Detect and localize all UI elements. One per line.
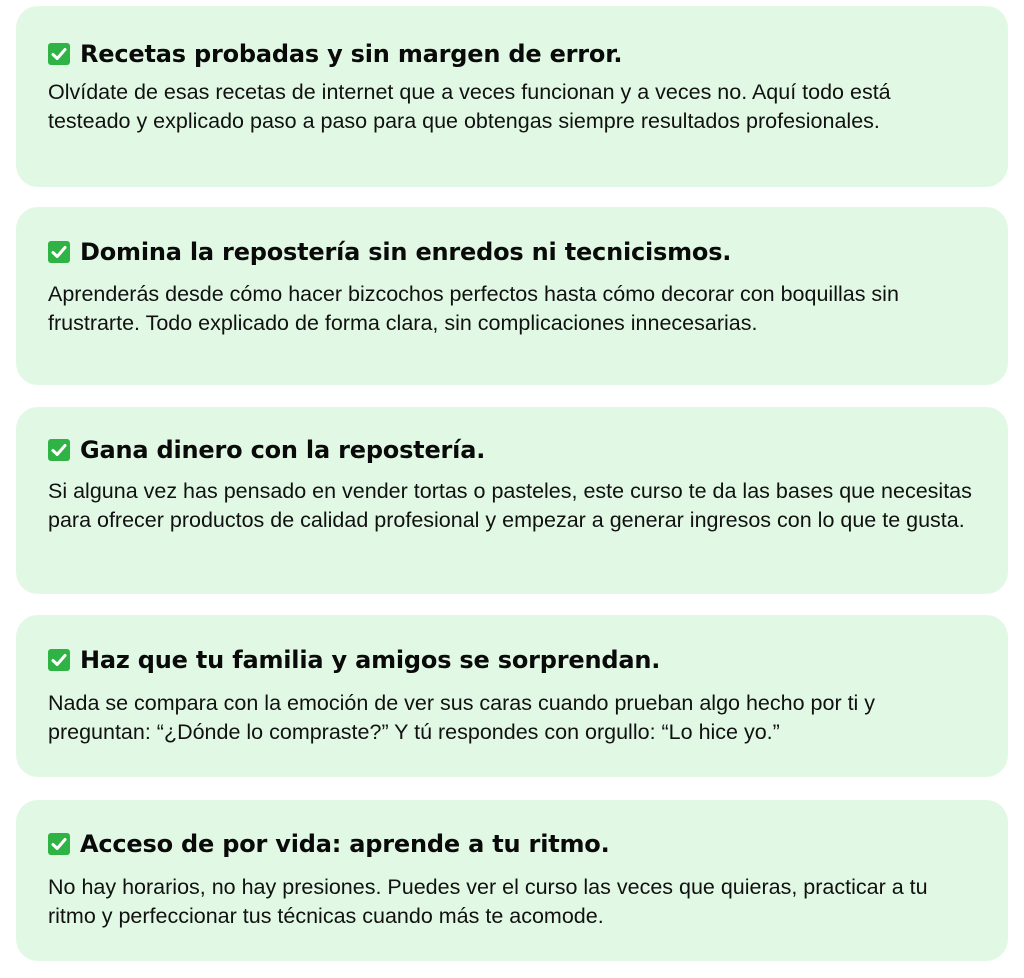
benefit-title-text: Gana dinero con la repostería.	[80, 436, 486, 464]
check-mark-icon	[48, 833, 70, 855]
benefit-description: Si alguna vez has pensado en vender tortas o pasteles, este curso te da las bases que necesitas para ofrecer productos de calidad profesional y empezar a generar ingresos con lo que te gusta.	[48, 479, 972, 532]
check-mark-icon	[48, 439, 70, 461]
benefit-card-domina	[16, 207, 1008, 385]
benefit-title-text: Domina la repostería sin enredos ni tecnicismos.	[80, 238, 732, 266]
benefit-title	[48, 237, 978, 267]
benefit-card-familia	[16, 615, 1008, 777]
benefit-title-text: Haz que tu familia y amigos se sorprendan.	[80, 646, 661, 674]
benefit-title	[48, 645, 978, 675]
benefit-title-text: Acceso de por vida: aprende a tu ritmo.	[80, 830, 610, 858]
check-mark-icon	[48, 649, 70, 671]
benefit-card-recetas	[16, 6, 1008, 187]
check-mark-icon	[48, 43, 70, 65]
benefit-description: Nada se compara con la emoción de ver sus caras cuando prueban algo hecho por ti y preguntan: “¿Dónde lo compraste?” Y tú respondes con orgullo: “Lo hice yo.”	[48, 691, 876, 744]
benefit-card-acceso	[16, 800, 1008, 961]
benefit-description: Aprenderás desde cómo hacer bizcochos perfectos hasta cómo decorar con boquillas sin frustrarte. Todo explicado de forma clara, sin complicaciones innecesarias.	[48, 282, 899, 335]
benefit-title	[48, 39, 978, 69]
benefit-description: No hay horarios, no hay presiones. Puedes ver el curso las veces que quieras, practicar a tu ritmo y perfeccionar tus técnicas cuando más te acomode.	[48, 875, 928, 928]
benefit-title-text: Recetas probadas y sin margen de error.	[80, 40, 623, 68]
benefit-card-gana	[16, 407, 1008, 594]
benefit-title	[48, 829, 978, 859]
check-mark-icon	[48, 241, 70, 263]
benefit-description: Olvídate de esas recetas de internet que a veces funcionan y a veces no. Aquí todo está testeado y explicado paso a paso para que obtengas siempre resultados profesionales.	[48, 80, 891, 133]
benefit-title	[48, 435, 978, 465]
